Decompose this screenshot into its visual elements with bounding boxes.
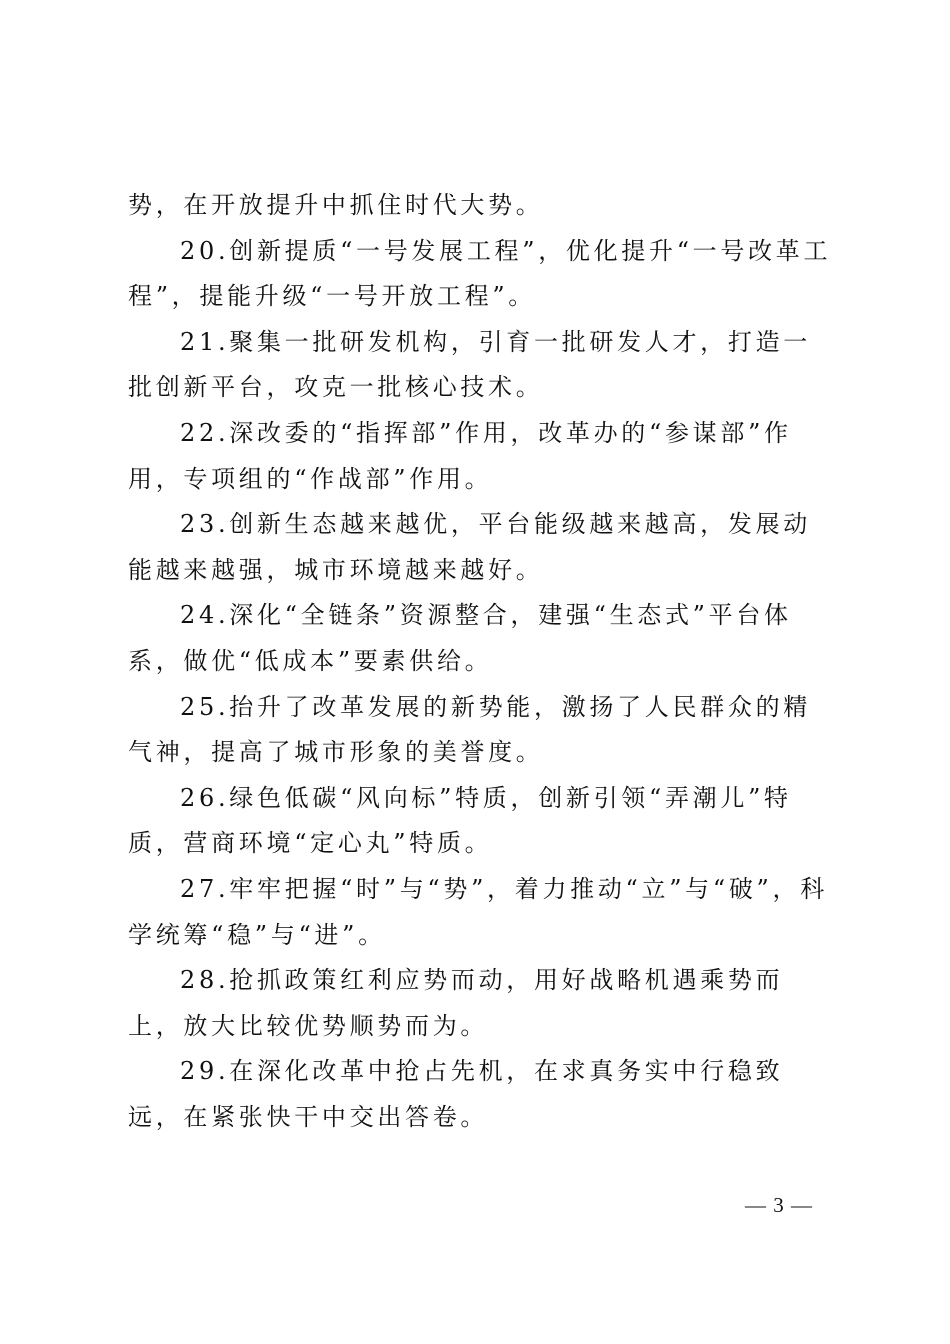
paragraph-item-26: 26.绿色低碳“风向标”特质，创新引领“弄潮儿”特质，营商环境“定心丸”特质。: [128, 783, 792, 858]
paragraph-item-25: 25.抬升了改革发展的新势能，激扬了人民群众的精气神，提高了城市形象的美誉度。: [128, 692, 811, 767]
paragraph-item-29: 29.在深化改革中抢占先机，在求真务实中行稳致远，在紧张快干中交出答卷。: [128, 1057, 784, 1131]
paragraph-continued: 势，在开放提升中抓住时代大势。: [128, 191, 544, 219]
paragraph-item-20: 20.创新提质“一号发展工程”，优化提升“一号改革工程”，提能升级“一号开放工程”。: [128, 236, 832, 311]
paragraph-item-23: 23.创新生态越来越优，平台能级越来越高，发展动能越来越强，城市环境越来越好。: [128, 510, 811, 584]
paragraph-item-22: 22.深改委的“指挥部”作用，改革办的“参谋部”作用，专项组的“作战部”作用。: [128, 418, 792, 493]
paragraph-item-28: 28.抢抓政策红利应势而动，用好战略机遇乘势而上，放大比较优势顺势而为。: [128, 966, 784, 1040]
page-number: — 3 —: [745, 1193, 813, 1217]
paragraph-item-24: 24.深化“全链条”资源整合，建强“生态式”平台体系，做优“低成本”要素供给。: [128, 601, 792, 675]
paragraph-item-27: 27.牢牢把握“时”与“势”，着力推动“立”与“破”，科学统筹“稳”与“进”。: [128, 874, 828, 949]
document-body: [128, 183, 832, 1140]
paragraph-item-21: 21.聚集一批研发机构，引育一批研发人才，打造一批创新平台，攻克一批核心技术。: [128, 327, 811, 402]
